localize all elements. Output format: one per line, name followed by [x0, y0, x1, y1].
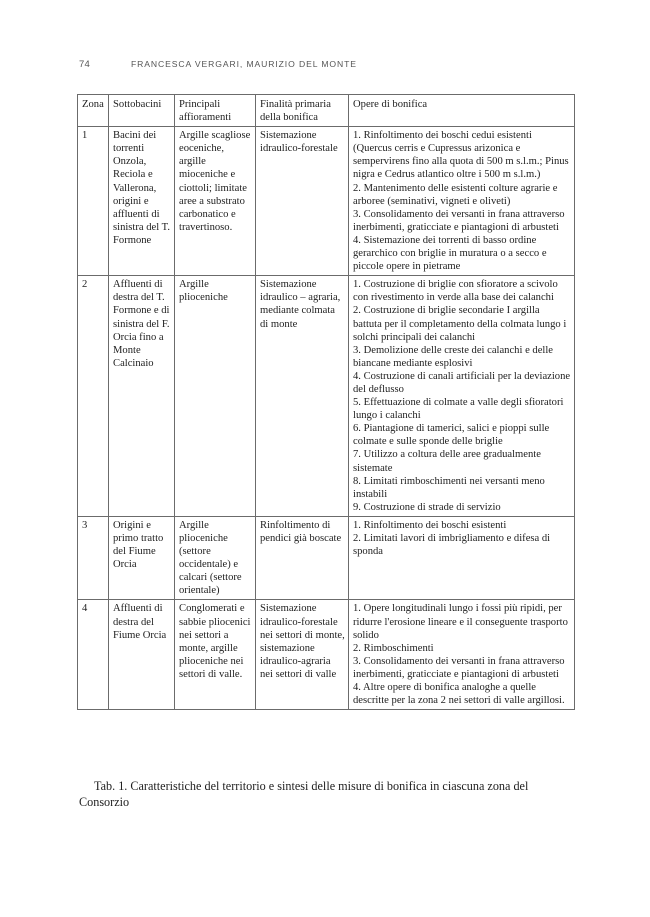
zona-cell: 3: [78, 516, 109, 600]
opera-item: 5. Effettuazione di colmate a valle degli sfioratori lungo i calanchi: [353, 397, 564, 422]
running-head-authors: FRANCESCA VERGARI, MAURIZIO DEL MONTE: [131, 59, 357, 69]
opera-item: 2. Mantenimento delle esistenti colture agrarie e arboree (seminativi, vigneti e oliveti): [353, 182, 558, 207]
zona-cell: 2: [78, 276, 109, 517]
opera-item: 2. Costruzione di briglie secondarie I argilla battuta per il completamento della colmata lungo i solchi principali dei calanchi: [353, 305, 567, 343]
opere-cell: [349, 516, 575, 600]
opera-item: 1. Opere longitudinali lungo i fossi più ripidi, per ridurre l'erosione lineare e il conseguente trasporto solido: [353, 603, 568, 641]
header-finalita: Finalità primaria della bonifica: [256, 95, 349, 127]
opera-item: 6. Piantagione di tamerici, salici e pioppi sulle colmate e sulle sponde delle briglie: [353, 423, 550, 448]
sottobacini-cell: Origini e primo tratto del Fiume Orcia: [109, 516, 175, 600]
running-head: [79, 59, 590, 70]
opera-item: 3. Demolizione delle creste dei calanchi e delle biancane mediante esplosivi: [353, 344, 554, 369]
opera-item: 3. Consolidamento dei versanti in frana attraverso inerbimenti, graticciate e piantagioni di arbusteti: [353, 208, 565, 233]
opera-item: 3. Consolidamento dei versanti in frana attraverso inerbimenti, graticciate e piantagioni di arbusteti: [353, 655, 565, 680]
opere-cell: [349, 276, 575, 517]
sottobacini-cell: Affluenti di destra del Fiume Orcia: [109, 600, 175, 710]
header-sottobacini: Sottobacini: [109, 95, 175, 127]
opera-item: 2. Limitati lavori di imbrigliamento e difesa di sponda: [353, 533, 551, 558]
opere-cell: [349, 127, 575, 276]
bonifica-table: [77, 94, 575, 710]
affioramenti-cell: Conglomerati e sabbie pliocenici nei settori a monte, argille plioceniche nei settori di valle.: [175, 600, 256, 710]
header-opere: Opere di bonifica: [349, 95, 575, 127]
opera-item: 1. Rinfoltimento dei boschi esistenti: [353, 519, 507, 531]
table-row: [78, 600, 575, 710]
sottobacini-cell: Affluenti di destra del T. Formone e di sinistra del F. Orcia fino a Monte Calcinaio: [109, 276, 175, 517]
table-header-row: [78, 95, 575, 127]
zona-cell: 4: [78, 600, 109, 710]
header-affioramenti: Principali affioramenti: [175, 95, 256, 127]
affioramenti-cell: Argille plioceniche (settore occidentale) e calcari (settore orientale): [175, 516, 256, 600]
opera-item: 2. Rimboschimenti: [353, 642, 434, 654]
zona-cell: 1: [78, 127, 109, 276]
table-row: [78, 127, 575, 276]
table-row: [78, 516, 575, 600]
opera-item: 9. Costruzione di strade di servizio: [353, 501, 501, 513]
page-number: 74: [79, 59, 90, 70]
finalita-cell: Rinfoltimento di pendici già boscate: [256, 516, 349, 600]
table-caption: Tab. 1. Caratteristiche del territorio e sintesi delle misure di bonifica in ciascuna zona del Consorzio: [79, 779, 529, 809]
affioramenti-cell: Argille plioceniche: [175, 276, 256, 517]
opera-item: 8. Limitati rimboschimenti nei versanti meno instabili: [353, 475, 545, 500]
affioramenti-cell: Argille scagliose eoceniche, argille mioceniche e ciottoli; limitate aree a substrato carbonatico e travertinoso.: [175, 127, 256, 276]
opera-item: 4. Costruzione di canali artificiali per la deviazione del deflusso: [353, 370, 571, 395]
finalita-cell: Sistemazione idraulico-forestale nei settori di monte, sistemazione idraulico-agraria nei settori di valle: [256, 600, 349, 710]
opera-item: 4. Sistemazione dei torrenti di basso ordine gerarchico con briglie in muratura o a secco e piccole opere in pietrame: [353, 234, 547, 273]
finalita-cell: Sistemazione idraulico – agraria, mediante colmata di monte: [256, 276, 349, 517]
table-row: [78, 276, 575, 517]
opera-item: 7. Utilizzo a coltura delle aree gradualmente sistemate: [353, 449, 541, 474]
opere-cell: [349, 600, 575, 710]
opera-item: 1. Rinfoltimento dei boschi cedui esistenti (Quercus cerris e Cupressus arizonica e sempervirens fino alla quota di 500 m s.l.m.; Pinus nigra e Cedrus atlantico oltre i 500 m s.l.m.): [353, 130, 569, 181]
opera-item: 4. Altre opere di bonifica analoghe a quelle descritte per la zona 2 nei settori di valle argillosi.: [353, 682, 565, 707]
sottobacini-cell: Bacini dei torrenti Onzola, Reciola e Vallerona, origini e affluenti di sinistra del T. Formone: [109, 127, 175, 276]
finalita-cell: Sistemazione idraulico-forestale: [256, 127, 349, 276]
opera-item: 1. Costruzione di briglie con sfioratore a scivolo con rivestimento in verde alla base dei calanchi: [353, 279, 558, 304]
header-zona: Zona: [78, 95, 109, 127]
